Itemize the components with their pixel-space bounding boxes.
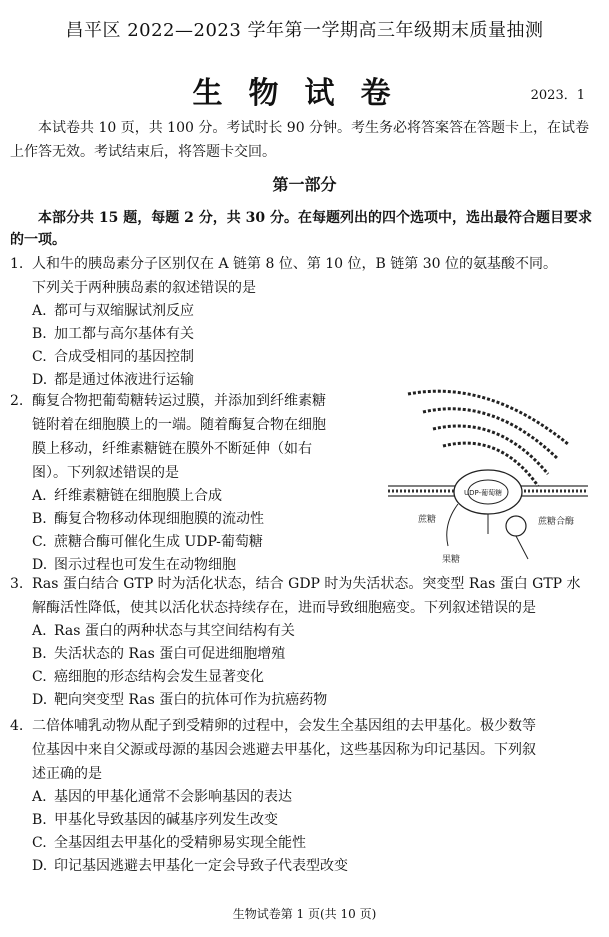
question-number: 4. [10, 718, 24, 734]
option-letter: D. [32, 692, 48, 708]
question-stem [10, 572, 600, 596]
question-number: 1. [10, 256, 24, 272]
question-stem [10, 389, 380, 413]
enzyme-complex [447, 470, 528, 559]
stem-line: 下列关于两种胰岛素的叙述错误的是 [32, 280, 256, 296]
option-text: 甲基化导致基因的碱基序列发生改变 [54, 812, 278, 828]
option-letter: A. [32, 488, 47, 504]
option-letter: C. [32, 835, 47, 851]
option-d[interactable] [10, 855, 600, 878]
option-text: 失活状态的 Ras 蛋白可促进细胞增殖 [54, 646, 286, 662]
option-b[interactable] [10, 643, 600, 666]
option-letter: B. [32, 511, 47, 527]
option-text: 合成受相同的基因控制 [54, 349, 194, 365]
option-c[interactable] [10, 346, 600, 369]
stem-line: 解酶活性降低，使其以活化状态持续存在，进而导致细胞癌变。下列叙述错误的是 [32, 600, 536, 616]
option-a[interactable] [10, 786, 600, 809]
figure-label-sucrose-synthase: 蔗糖合酶 [538, 517, 575, 527]
option-letter: D. [32, 858, 48, 874]
figure-label-fructose: 果糖 [442, 555, 461, 565]
option-letter: A. [32, 303, 47, 319]
option-text: 蔗糖合酶可催化生成 UDP-葡萄糖 [54, 534, 263, 550]
option-letter: B. [32, 646, 47, 662]
cellulose-chain [408, 391, 568, 444]
option-letter: D. [32, 557, 48, 573]
question-stem [10, 714, 600, 738]
option-text: 基因的甲基化通常不会影响基因的表达 [54, 789, 292, 805]
arrow-line [447, 504, 458, 546]
page-footer: 生物试卷第 1 页(共 10 页) [232, 907, 377, 921]
option-d[interactable] [10, 689, 600, 712]
option-c[interactable] [10, 832, 600, 855]
sucrose-synthase-shape [506, 516, 526, 536]
option-text: 加工都与高尔基体有关 [54, 326, 194, 342]
option-letter: C. [32, 349, 47, 365]
cellulose-chain [423, 409, 558, 459]
figure-label-udp-glucose: UDP-葡萄糖 [464, 489, 503, 497]
question-number: 2. [10, 393, 24, 409]
exam-instructions: 本试卷共 10 页，共 100 分。考试时长 90 分钟。考生务必将答案答在答题卡上，在试卷上作答无效。考试结束后，将答题卡交回。 [10, 120, 590, 160]
cellulose-synthesis-figure [388, 374, 588, 569]
stem-line: 链附着在细胞膜上的一端。随着酶复合物在细胞 [32, 417, 326, 433]
option-letter: D. [32, 372, 48, 388]
option-letter: C. [32, 669, 47, 685]
stem-line: 述正确的是 [32, 766, 102, 782]
stem-line: 酶复合物把葡萄糖转运过膜，并添加到纤维素糖 [32, 393, 326, 409]
option-text: 全基因组去甲基化的受精卵易实现全能性 [54, 835, 306, 851]
subject-title: 生物试卷 [192, 76, 417, 111]
option-text: 酶复合物移动体现细胞膜的流动性 [54, 511, 264, 527]
question-number: 3. [10, 576, 24, 592]
option-text: Ras 蛋白的两种状态与其空间结构有关 [54, 623, 295, 639]
option-a[interactable] [10, 300, 600, 323]
question-1 [10, 252, 600, 392]
part-instructions: 本部分共 15 题，每题 2 分，共 30 分。在每题列出的四个选项中，选出最符合题目要求的一项。 [10, 210, 592, 248]
stem-line: 二倍体哺乳动物从配子到受精卵的过程中，会发生全基因组的去甲基化。极少数等 [32, 718, 536, 734]
exam-date: 2023．1 [530, 88, 585, 103]
option-text: 图示过程也可发生在动物细胞 [54, 557, 236, 573]
arrow-line [516, 536, 528, 559]
cellulose-chain [433, 426, 548, 474]
option-c[interactable] [10, 666, 600, 689]
stem-line: 人和牛的胰岛素分子区别仅在 A 链第 8 位、第 10 位，B 链第 30 位的氨基酸不同。 [32, 256, 557, 272]
option-letter: B. [32, 326, 47, 342]
question-4 [10, 714, 600, 878]
option-b[interactable] [10, 809, 600, 832]
stem-line: 位基因中来自父源或母源的基因会逃避去甲基化，这些基因称为印记基因。下列叙 [32, 742, 536, 758]
option-b[interactable] [10, 323, 600, 346]
part-title: 第一部分 [272, 175, 337, 194]
stem-line: Ras 蛋白结合 GTP 时为活化状态，结合 GDP 时为失活状态。突变型 Ras 蛋白 GTP 水 [32, 576, 581, 592]
option-text: 癌细胞的形态结构会发生显著变化 [54, 669, 264, 685]
option-text: 靶向突变型 Ras 蛋白的抗体可作为抗癌药物 [54, 692, 328, 708]
option-letter: A. [32, 789, 47, 805]
option-letter: B. [32, 812, 47, 828]
option-text: 都是通过体液进行运输 [54, 372, 194, 388]
stem-line: 膜上移动，纤维素糖链在膜外不断延伸（如右 [32, 441, 312, 457]
stem-line: 图）。下列叙述错误的是 [32, 465, 179, 481]
question-stem [10, 252, 600, 276]
option-letter: C. [32, 534, 47, 550]
figure-label-sucrose: 蔗糖 [418, 515, 437, 525]
option-a[interactable] [10, 620, 600, 643]
option-text: 都可与双缩脲试剂反应 [54, 303, 194, 319]
option-text: 纤维素糖链在细胞膜上合成 [54, 488, 222, 504]
option-text: 印记基因逃避去甲基化一定会导致子代表型改变 [54, 858, 348, 874]
question-3 [10, 572, 600, 712]
exam-title: 昌平区 2022—2023 学年第一学期高三年级期末质量抽测 [65, 20, 544, 41]
option-letter: A. [32, 623, 47, 639]
